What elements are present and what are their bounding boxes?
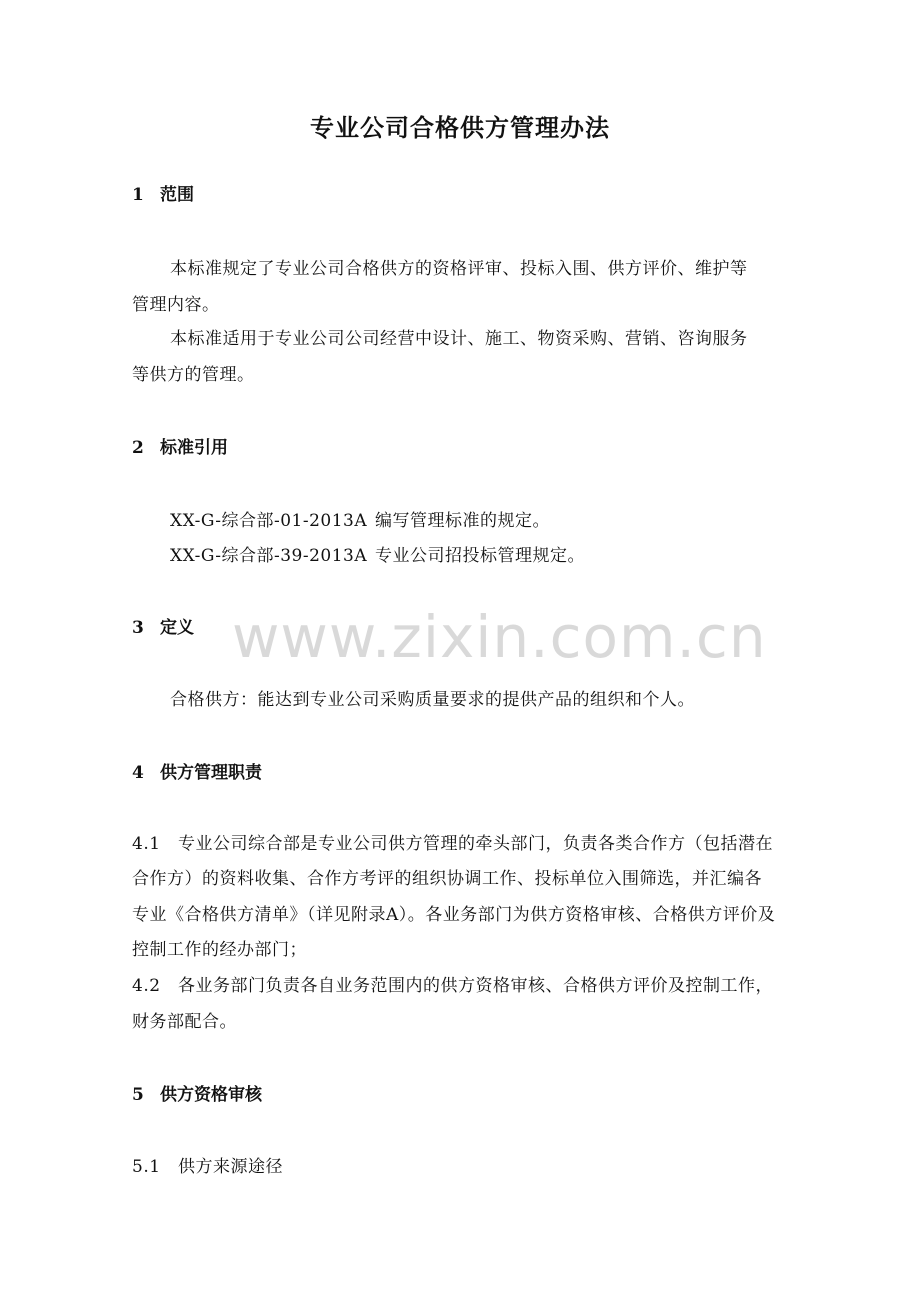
clause-line: 控制工作的经办部门； [132, 940, 307, 960]
clause-number: 4.1 [132, 834, 161, 854]
section-title: 标准引用 [160, 438, 228, 458]
paragraph-line: 管理内容。 [132, 295, 220, 315]
clause-line [132, 829, 773, 854]
watermark-text: www.zixin.com.cn [232, 603, 767, 671]
reference-item [170, 541, 585, 566]
section-title: 范围 [160, 185, 194, 205]
section-title: 定义 [160, 618, 194, 638]
reference-text: 编写管理标准的规定。 [375, 511, 550, 531]
paragraph-line: 本标准规定了专业公司合格供方的资格评审、投标入围、供方评价、维护等 [170, 259, 748, 279]
section-3-heading [132, 613, 194, 638]
clause-number: 4.2 [132, 976, 161, 996]
section-title: 供方资格审核 [160, 1085, 262, 1105]
clause-line: 合作方）的资料收集、合作方考评的组织协调工作、投标单位入围筛选，并汇编各 [132, 869, 762, 889]
clause-line [132, 971, 773, 996]
section-4-heading [132, 758, 262, 783]
reference-code: XX-G-综合部-01-2013A [170, 511, 368, 531]
document-title: 专业公司合格供方管理办法 [310, 113, 610, 142]
clause-text: 各业务部门负责各自业务范围内的供方资格审核、合格供方评价及控制工作， [178, 976, 773, 996]
section-title: 供方管理职责 [160, 763, 262, 783]
clause-line: 财务部配合。 [132, 1012, 237, 1032]
paragraph-line: 等供方的管理。 [132, 365, 255, 385]
section-number: 2 [132, 438, 144, 458]
paragraph-line: 本标准适用于专业公司公司经营中设计、施工、物资采购、营销、咨询服务 [170, 329, 748, 349]
clause-text: 专业公司综合部是专业公司供方管理的牵头部门，负责各类合作方（包括潜在 [178, 834, 773, 854]
reference-code: XX-G-综合部-39-2013A [170, 546, 368, 566]
clause-number: 5.1 [132, 1157, 161, 1177]
section-1-heading [132, 180, 194, 205]
section-5-heading [132, 1080, 262, 1105]
clause-text: 供方来源途径 [178, 1157, 283, 1177]
clause-line [132, 1152, 283, 1177]
reference-text: 专业公司招投标管理规定。 [375, 546, 585, 566]
section-2-heading [132, 433, 228, 458]
definition-line: 合格供方：能达到专业公司采购质量要求的提供产品的组织和个人。 [170, 690, 695, 710]
section-number: 5 [132, 1085, 144, 1105]
reference-item [170, 506, 550, 531]
section-number: 3 [132, 618, 144, 638]
clause-line: 专业《合格供方清单》（详见附录A）。各业务部门为供方资格审核、合格供方评价及 [132, 905, 776, 925]
section-number: 4 [132, 763, 144, 783]
section-number: 1 [132, 185, 144, 205]
